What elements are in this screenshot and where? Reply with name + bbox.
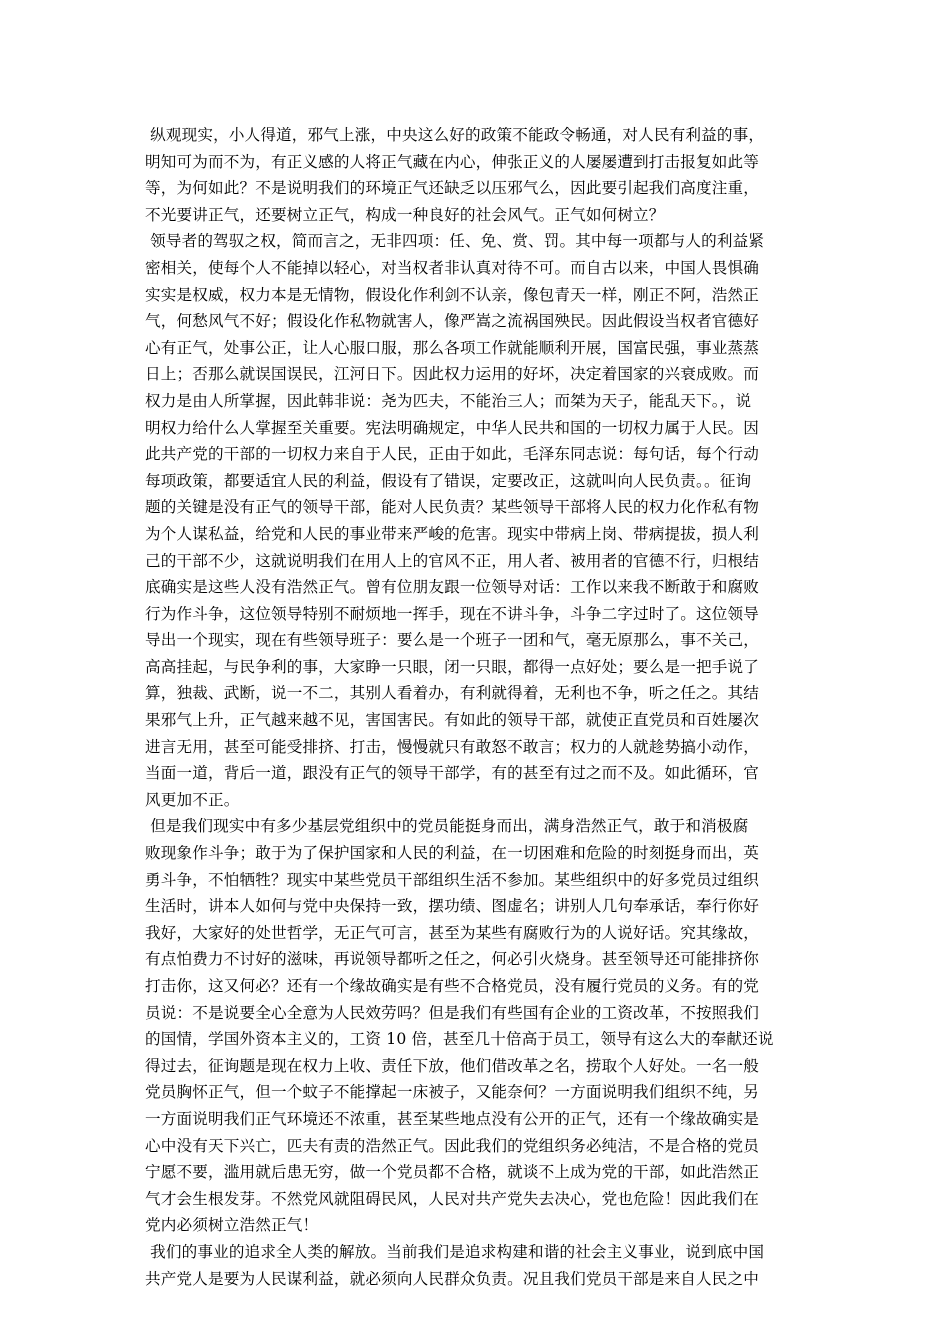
- text-line: 有点怕费力不讨好的滋味，再说领导都听之任之，何必引火烧身。甚至领导还可能排挤你: [145, 950, 760, 969]
- paragraph: [145, 122, 809, 228]
- text-line: 败现象作斗争；敢于为了保护国家和人民的利益，在一切困难和危险的时刻挺身而出，英: [145, 844, 760, 863]
- text-line: 进言无用，甚至可能受排挤、打击，慢慢就只有敢怒不敢言；权力的人就趁势搞小动作，: [145, 737, 760, 756]
- text-line: 纵观现实，小人得道，邪气上涨，中央这么好的政策不能政令畅通，对人民有利益的事，: [145, 126, 765, 144]
- text-line: 每项政策，都要适宜人民的利益，假设有了错误，定要改正，这就叫向人民负责。。征询: [145, 471, 752, 490]
- text-line: 宁愿不要，滥用就后患无穷，做一个党员都不合格，就谈不上成为党的干部，如此浩然正: [145, 1163, 760, 1182]
- text-line: 此共产党的干部的一切权力来自于人民，正由于如此，毛泽东同志说：每句话，每个行动: [145, 445, 760, 464]
- text-line: 行为作斗争，这位领导特别不耐烦地一挥手，现在不讲斗争，斗争二字过时了。这位领导: [145, 604, 760, 623]
- text-line: 不光要讲正气，还要树立正气，构成一种良好的社会风气。正气如何树立？: [145, 205, 665, 224]
- text-line: 但是我们现实中有多少基层党组织中的党员能挺身而出，满身浩然正气，敢于和消极腐: [145, 817, 749, 836]
- text-line: 生活时，讲本人如何与党中央保持一致，摆功绩、图虚名；讲别人几句奉承话，奉行你好: [145, 897, 760, 916]
- text-line: 密相关，使每个人不能掉以轻心，对当权者非认真对待不可。而自古以来，中国人畏惧确: [145, 258, 760, 277]
- text-line: 高高挂起，与民争利的事，大家睁一只眼，闭一只眼，都得一点好处；要么是一把手说了: [145, 657, 760, 676]
- text-line: 己的干部不少，这就说明我们在用人上的官风不正，用人者、被用者的官德不行，归根结: [145, 551, 760, 570]
- text-line: 一方面说明我们正气环境还不浓重，甚至某些地点没有公开的正气，还有一个缘故确实是: [145, 1109, 760, 1128]
- text-line: 员说：不是说要全心全意为人民效劳吗？但是我们有些国有企业的工资改革，不按照我们: [145, 1003, 760, 1022]
- text-line: 的国情，学国外资本主义的，工资 10 倍，甚至几十倍高于员工，领导有这么大的奉献还说: [145, 1030, 774, 1049]
- text-line: 实实是权威，权力本是无情物，假设化作利剑不认亲，像包青天一样，刚正不阿，浩然正: [145, 285, 760, 304]
- text-line: 日上；否那么就误国误民，江河日下。因此权力运用的好坏，决定着国家的兴衰成败。而: [145, 365, 760, 384]
- text-line: 气，何愁风气不好；假设化作私物就害人，像严嵩之流祸国殃民。因此假设当权者官德好: [145, 312, 760, 331]
- text-line: 导出一个现实，现在有些领导班子：要么是一个班子一团和气，毫无原那么，事不关己，: [145, 631, 760, 650]
- text-line: 题的关键是没有正气的领导干部，能对人民负责？某些领导干部将人民的权力化作私有物: [145, 498, 760, 517]
- paragraph: [145, 228, 809, 813]
- text-line: 心有正气，处事公正，让人心服口服，那么各项工作就能顺利开展，国富民强，事业蒸蒸: [145, 338, 760, 357]
- text-line: 党内必须树立浩然正气！: [145, 1216, 319, 1235]
- text-line: 我们的事业的追求全人类的解放。当前我们是追求构建和谐的社会主义事业，说到底中国: [145, 1242, 765, 1261]
- text-line: 党员胸怀正气，但一个蚊子不能撑起一床被子，又能奈何？一方面说明我们组织不纯，另: [145, 1083, 760, 1102]
- text-line: 心中没有天下兴亡，匹夫有责的浩然正气。因此我们的党组织务必纯洁，不是合格的党员: [145, 1136, 760, 1155]
- text-line: 打击你，这又何必？还有一个缘故确实是有些不合格党员，没有履行党员的义务。有的党: [145, 977, 760, 995]
- document-body: [145, 122, 809, 1292]
- text-line: 气才会生根发芽。不然党风就阻碍民风，人民对共产党失去决心，党也危险！因此我们在: [145, 1189, 760, 1208]
- text-line: 得过去，征询题是现在权力上收、责任下放，他们借改革之名，捞取个人好处。一名一般: [145, 1056, 760, 1075]
- paragraph: [145, 813, 809, 1239]
- text-line: 共产党人是要为人民谋利益，就必须向人民群众负责。况且我们党员干部是来自人民之中: [145, 1269, 760, 1288]
- text-line: 果邪气上升，正气越来越不见，害国害民。有如此的领导干部，就使正直党员和百姓屡次: [145, 711, 760, 730]
- text-line: 明知可为而不为，有正义感的人将正气藏在内心，伸张正义的人屡屡遭到打击报复如此等: [145, 152, 760, 171]
- text-line: 风更加不正。: [145, 790, 240, 809]
- text-line: 领导者的驾驭之权，简而言之，无非四项：任、免、赏、罚。其中每一项都与人的利益紧: [145, 232, 765, 251]
- text-line: 勇斗争，不怕牺牲？现实中某些党员干部组织生活不参加。某些组织中的好多党员过组织: [145, 870, 760, 889]
- text-line: 当面一道，背后一道，跟没有正气的领导干部学，有的甚至有过之而不及。如此循环，官: [145, 764, 760, 783]
- text-line: 等，为何如此？不是说明我们的环境正气还缺乏以压邪气么，因此要引起我们高度注重，: [145, 179, 760, 198]
- paragraph: [145, 1239, 809, 1292]
- text-line: 底确实是这些人没有浩然正气。曾有位朋友跟一位领导对话：工作以来我不断敢于和腐败: [145, 578, 760, 597]
- text-line: 算，独裁、武断，说一不二，其别人看着办，有利就得着，无利也不争，听之任之。其结: [145, 684, 760, 703]
- text-line: 明权力给什么人掌握至关重要。宪法明确规定，中华人民共和国的一切权力属于人民。因: [145, 418, 760, 437]
- text-line: 权力是由人所掌握，因此韩非说：尧为匹夫，不能治三人；而桀为天子，能乱天下。，说: [145, 391, 752, 410]
- text-line: 为个人谋私益，给党和人民的事业带来严峻的危害。现实中带病上岗、带病提拔，损人利: [145, 524, 760, 543]
- text-line: 我好，大家好的处世哲学，无正气可言，甚至为某些有腐败行为的人说好话。究其缘故，: [145, 923, 760, 942]
